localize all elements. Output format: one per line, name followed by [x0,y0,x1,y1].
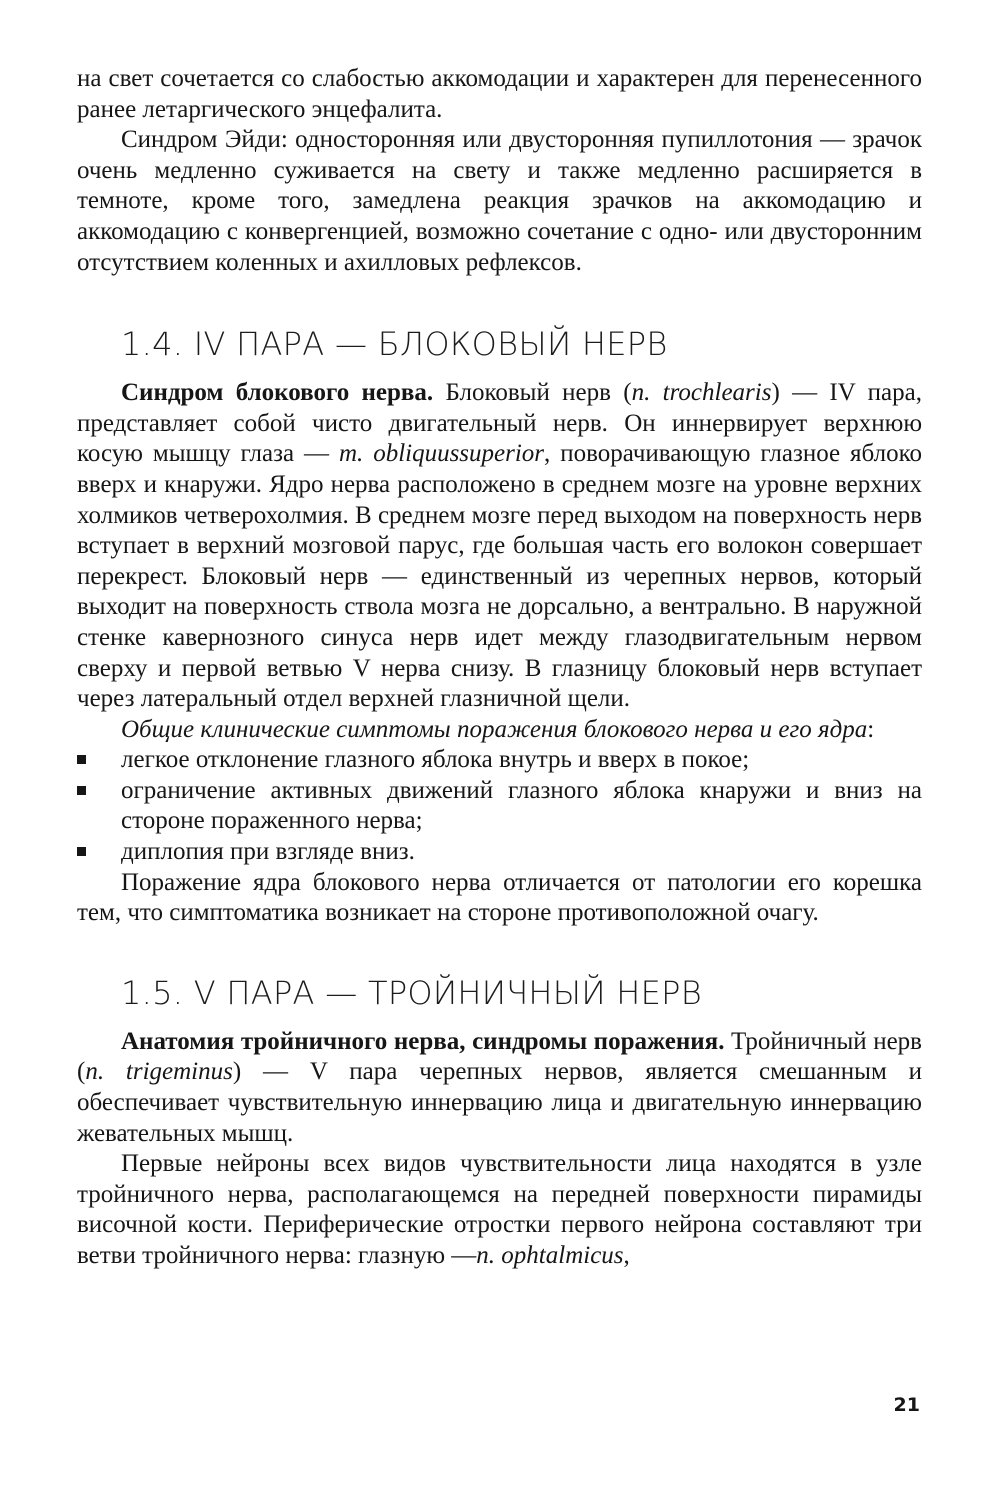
symptoms-intro-colon: : [867,715,875,743]
section-heading-1-5: 1.5. V ПАРА — ТРОЙНИЧНЫЙ НЕРВ [121,973,702,1012]
latin-term: n. ophtalmicus [476,1242,624,1269]
section-heading-1-4: 1.4. IV ПАРА — БЛОКОВЫЙ НЕРВ [121,325,668,364]
text-run: Тройничный нерв ( [77,1027,922,1086]
list-item [77,745,922,776]
text-run: ) — IV пара, представляет собой чисто двигательный нерв. Он иннервирует верхнюю косую мышцу глаза — [77,379,922,468]
latin-term: n. trigeminus [85,1058,233,1086]
section4-run-in-title: Синдром блокового нерва. [121,379,434,407]
text-run: Блоковый нерв ( [433,379,632,407]
intro-paragraph-1: на свет сочетается со слабостью аккомодации и характерен для перенесенного ранее летаргического энцефалита. [77,65,922,123]
square-bullet-icon [77,755,86,764]
section4-paragraph-2: Поражение ядра блокового нерва отличается от патологии его корешка тем, что симптоматика возникает на стороне противоположной очагу. [77,868,922,927]
section5-paragraph-2 [77,1149,922,1271]
square-bullet-icon [77,847,86,856]
symptoms-intro [77,715,922,746]
list-item-text: легкое отклонение глазного яблока внутрь и вверх в покое; [121,746,750,774]
section5-paragraph-1 [77,1027,922,1149]
list-item-text: ограничение активных движений глазного яблока кнаружи и вниз на стороне пораженного нерва; [121,776,922,835]
section4-paragraph-1 [77,378,922,715]
latin-term: m. obliquussuperior [338,440,545,468]
list-item [77,776,922,837]
text-run: ) — V пара черепных нервов, является смешанным и обеспечивает чувствительную иннервацию лица и двигательную иннервацию жевательных мышц. [77,1058,922,1147]
latin-term: n. trochlearis [631,379,772,407]
intro-paragraph-2: Синдром Эйди: односторонняя или двусторонняя пупиллотония — зрачок очень медленно суживается на свету и также медленно расширяется в темноте, кроме того, замедлена реакция зрачков на аккомодацию и аккомодацию с конвергенцией, возможно сочетание с одно- или двусторонним отсутствием коленных и ахилловых рефлексов. [77,126,922,276]
symptoms-intro-text: Общие клинические симптомы поражения блокового нерва и его ядра [121,715,868,743]
text-run: , [623,1242,630,1269]
list-item-text: диплопия при взгляде вниз. [121,838,415,866]
square-bullet-icon [77,786,86,795]
page-number: 21 [893,1394,920,1416]
text-run: Первые нейроны всех видов чувствительности лица находятся в узле тройничного нерва, располагающемся на передней поверхности пирамиды височной кости. Периферические отростки первого нейрона составляют три ветви тройничного нерва: глазную — [77,1150,922,1269]
symptoms-list [77,745,922,867]
text-run: , поворачивающую глазное яблоко вверх и кнаружи. Ядро нерва расположено в среднем мозге на уровне верхних холмиков четверохолмия. В среднем мозге перед выходом на поверхность нерв вступает в верхний мозговой парус, где большая часть его волокон совершает перекрест. Блоковый нерв — единственный из черепных нервов, который выходит на поверхность ствола мозга не дорсально, а вентрально. В наружной стенке кавернозного синуса нерв идет между глазодвигательным нервом сверху и первой ветвью V нерва снизу. В глазницу блоковый нерв вступает через латеральный отдел верхней глазничной щели. [77,440,922,713]
section5-run-in-title: Анатомия тройничного нерва, синдромы поражения. [121,1027,725,1055]
list-item [77,837,922,868]
page-body [77,64,922,1272]
